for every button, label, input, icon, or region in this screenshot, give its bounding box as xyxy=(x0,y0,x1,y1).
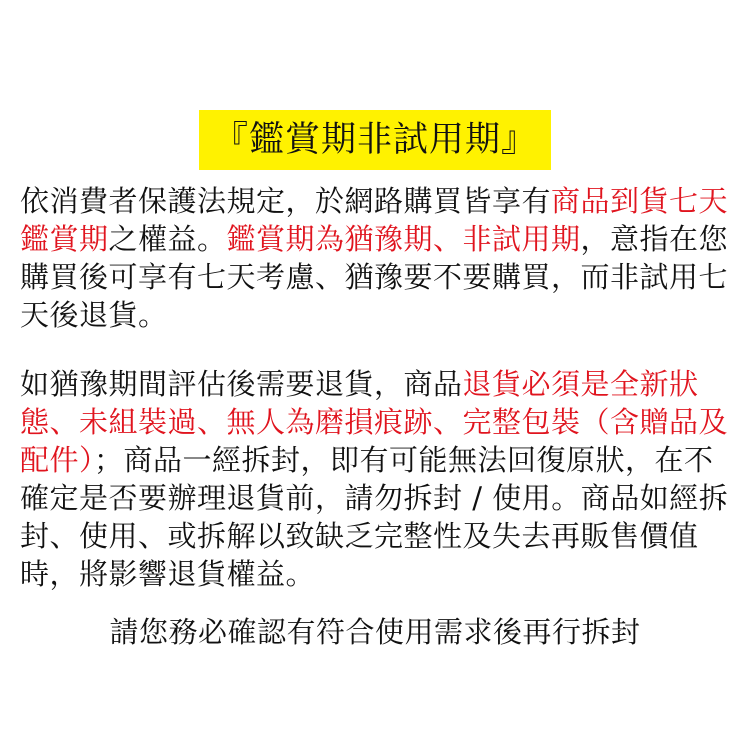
p2-text-2: ；商品一經拆封，即有可能無法回復原狀，在不確定是否要辦理退貨前，請勿拆封 / 使用。商品如經拆封、使用、或拆解以致缺乏完整性及失去再販售價值時，將影響退貨權益。 xyxy=(20,443,729,591)
notice-paragraph-1 xyxy=(20,182,735,334)
p2-highlight-1: 退貨必須是全新狀態、未組裝過、無人為磨損痕跡、完整包裝（含贈品及配件） xyxy=(20,367,729,477)
title-container xyxy=(0,110,750,170)
footer-note: 請您務必確認有符合使用需求後再行拆封 xyxy=(109,615,641,649)
p2-text-1: 如猶豫期間評估後需要退貨，商品 xyxy=(20,367,463,401)
p1-highlight-1: 商品到貨七天鑑賞期 xyxy=(20,184,729,256)
p1-text-3: ，意指在您購買後可享有七天考慮、猶豫要不要購買，而非試用七天後退貨。 xyxy=(20,222,729,332)
notice-paragraph-2 xyxy=(20,365,735,593)
p1-text-2: 之權益。 xyxy=(108,222,227,256)
page-title: 『鑑賞期非試用期』 xyxy=(199,110,551,170)
p1-highlight-2: 鑑賞期為猶豫期、非試用期 xyxy=(226,222,581,256)
p1-text-1: 依消費者保護法規定，於網路購買皆享有 xyxy=(20,184,552,218)
